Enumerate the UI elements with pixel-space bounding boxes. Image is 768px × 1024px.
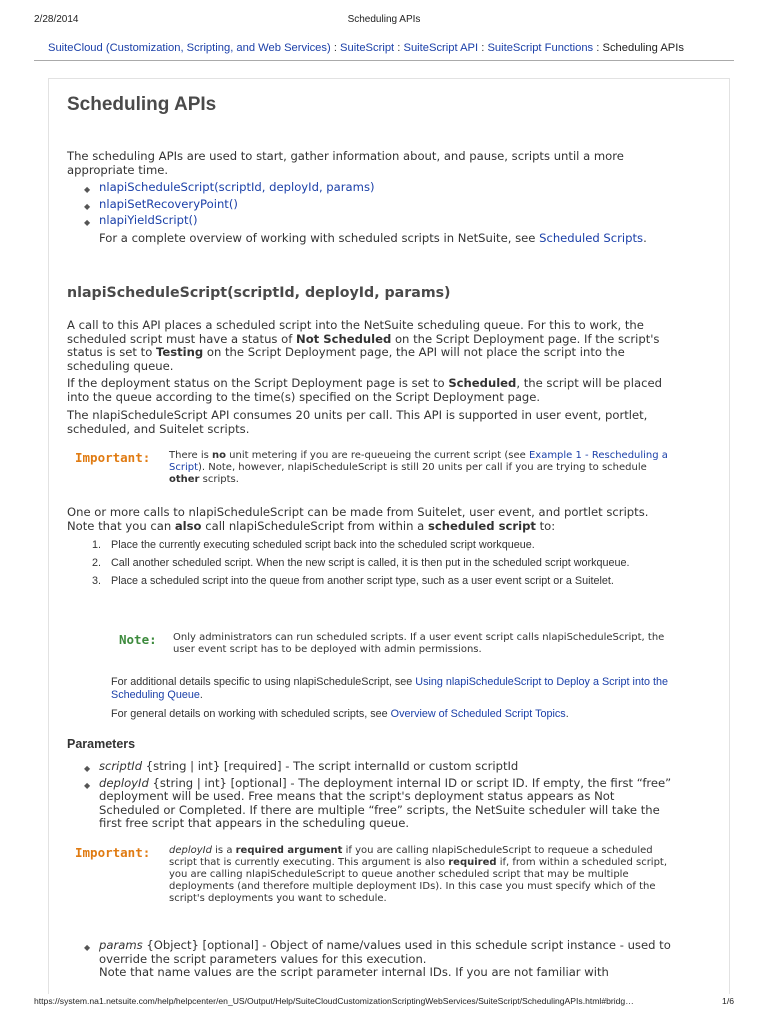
bold-also: also xyxy=(174,518,202,533)
text: call nlapiScheduleScript from within a xyxy=(201,518,428,533)
breadcrumb-suitescript[interactable]: SuiteScript xyxy=(340,42,395,54)
param-desc: {Object} [optional] - Object of name/values used in this schedule script instance - used to override the script parameters values for this execution. xyxy=(99,938,671,966)
param-name-scriptid: scriptId xyxy=(99,759,143,773)
paragraph-deployment-status xyxy=(67,377,673,404)
important-label: Important: xyxy=(75,845,151,860)
breadcrumb xyxy=(48,42,734,54)
note-text: Only administrators can run scheduled scripts. If a user event script calls nlapiScheduleScript, the user event script has to be deployed with admin permissions. xyxy=(173,632,665,655)
breadcrumb-separator: : xyxy=(333,42,337,54)
breadcrumb-separator: : xyxy=(481,42,485,54)
important-text xyxy=(67,845,673,905)
text: to: xyxy=(535,518,556,533)
paragraph-calls xyxy=(67,506,673,533)
link-nlapiyieldscript[interactable]: nlapiYieldScript() xyxy=(99,213,198,228)
text: on the Script Deployment page, the API will not place the script into the scheduling queue. xyxy=(67,345,625,373)
list-item xyxy=(67,198,673,212)
param-name-deployid: deployId xyxy=(169,845,212,856)
intro-paragraph: The scheduling APIs are used to start, gather information about, and pause, scripts until a more appropriate time. xyxy=(67,149,624,177)
overview-note xyxy=(67,232,705,246)
parameters-list-params xyxy=(67,939,673,980)
print-page-number: 1/6 xyxy=(722,996,734,1006)
list-item xyxy=(67,777,673,831)
text: , the script will be placed into the queue according to the time(s) specified on the Script Deployment page. xyxy=(67,376,662,404)
step-number: 3. xyxy=(92,575,102,587)
text: There is xyxy=(169,450,212,461)
bold-required-argument: required argument xyxy=(235,845,343,856)
text: is a xyxy=(211,845,236,856)
header-divider xyxy=(34,60,734,61)
breadcrumb-suitescript-api[interactable]: SuiteScript API xyxy=(403,42,479,54)
step-text: Call another scheduled script. When the new script is called, it is then put in the scheduled script workqueue. xyxy=(111,557,630,569)
param-name-deployid: deployId xyxy=(99,775,149,790)
text: . xyxy=(199,689,203,701)
print-title: Scheduling APIs xyxy=(347,14,421,25)
breadcrumb-current: Scheduling APIs xyxy=(602,42,684,54)
steps-list xyxy=(67,539,673,588)
bold-not-scheduled: Not Scheduled xyxy=(296,331,392,346)
step-number: 2. xyxy=(92,557,102,569)
param-desc: {string | int} [optional] - The deployment internal ID or script ID. If empty, the first “free” deployment will be used. Free means that the script's deployment status appears as Not Scheduled or Completed. If there are multiple “free” scripts, the NetSuite scheduler will take the first free script that appears in the scheduling queue. xyxy=(99,775,672,831)
param-name-params: params xyxy=(99,938,143,952)
parameters-heading: Parameters xyxy=(67,737,136,751)
bold-no: no xyxy=(212,450,226,461)
api-link-list xyxy=(67,181,673,228)
text: One or more calls to nlapiScheduleScript can be made from Suitelet, user event, and portlet scripts. Note that you can xyxy=(67,505,649,533)
diamond-bullet-icon: ◆ xyxy=(84,218,91,228)
parameters-list xyxy=(67,760,673,831)
important-callout-1 xyxy=(67,450,673,486)
step-text: Place a scheduled script into the queue from another script type, such as a user event script or a Suitelet. xyxy=(111,575,614,587)
link-nlapisetrecoverypoint[interactable]: nlapiSetRecoveryPoint() xyxy=(99,196,238,211)
text: if you are calling nlapiScheduleScript to requeue a scheduled script that is currently executing. This argument is also xyxy=(169,845,653,868)
text: if, from within a scheduled script, you are calling nlapiScheduleScript to queue another scheduled script that may be multiple deployments (and therefore multiple deployment IDs). In this case you must specify which of the script's deployments you want to schedule. xyxy=(169,857,668,904)
breadcrumb-separator: : xyxy=(596,42,600,54)
print-footer xyxy=(34,996,734,1010)
step-number: 1. xyxy=(92,539,102,551)
diamond-bullet-icon: ◆ xyxy=(84,780,91,790)
additional-details xyxy=(67,676,717,702)
list-item xyxy=(67,539,673,552)
overview-period: . xyxy=(643,231,647,245)
diamond-bullet-icon: ◆ xyxy=(84,943,91,952)
list-item xyxy=(67,760,673,774)
paragraph-queue xyxy=(67,319,673,373)
paragraph-units: The nlapiScheduleScript API consumes 20 units per call. This API is supported in user event, portlet, scheduled, and Suitelet scripts. xyxy=(67,408,648,436)
list-item xyxy=(67,939,673,980)
section-heading: nlapiScheduleScript(scriptId, deployId, params) xyxy=(67,285,451,301)
note-callout xyxy=(67,632,673,656)
text: For additional details specific to using nlapiScheduleScript, see xyxy=(111,676,416,688)
param-note: Note that name values are the script parameter internal IDs. If you are not familiar with xyxy=(99,965,609,980)
list-item xyxy=(67,181,673,195)
bold-other: other xyxy=(169,474,200,485)
diamond-bullet-icon: ◆ xyxy=(84,764,91,773)
important-callout-2 xyxy=(67,845,673,905)
bold-scheduled: Scheduled xyxy=(448,376,517,390)
param-desc: {string | int} [required] - The script internalId or custom scriptId xyxy=(142,759,519,773)
bold-scheduled-script: scheduled script xyxy=(427,518,536,533)
link-using-nlapischedulescript[interactable]: Using nlapiScheduleScript to Deploy a Script into the Scheduling Queue xyxy=(111,676,668,701)
general-details xyxy=(67,708,717,721)
print-url: https://system.na1.netsuite.com/help/helpcenter/en_US/Output/Help/SuiteCloudCustomizationScriptingWebServices/SuiteScript/SchedulingAPIs.html#bridg… xyxy=(34,996,634,1006)
diamond-bullet-icon: ◆ xyxy=(84,185,91,194)
list-item xyxy=(67,557,673,570)
important-label: Important: xyxy=(75,450,151,465)
text: scripts. xyxy=(199,474,239,485)
step-text: Place the currently executing scheduled script back into the scheduled script workqueue. xyxy=(111,539,535,551)
overview-text: For a complete overview of working with scheduled scripts in NetSuite, see xyxy=(99,231,540,245)
text: on the Script Deployment page. If the script's status is set to xyxy=(67,331,660,360)
link-overview-scheduled-script-topics[interactable]: Overview of Scheduled Script Topics xyxy=(390,708,566,720)
text: A call to this API places a scheduled script into the NetSuite scheduling queue. For this to work, the scheduled script must have a status of xyxy=(67,318,644,346)
important-text xyxy=(67,450,673,486)
list-item xyxy=(67,575,673,588)
breadcrumb-suitecloud[interactable]: SuiteCloud (Customization, Scripting, and Web Services) xyxy=(48,42,331,54)
print-header xyxy=(34,14,734,28)
print-date: 2/28/2014 xyxy=(34,14,79,25)
breadcrumb-suitescript-functions[interactable]: SuiteScript Functions xyxy=(487,42,594,54)
text: If the deployment status on the Script Deployment page is set to xyxy=(67,376,449,390)
content-panel xyxy=(48,78,730,994)
link-example-1[interactable]: Example 1 - Rescheduling a Script xyxy=(169,450,668,473)
breadcrumb-separator: : xyxy=(397,42,401,54)
page-title: Scheduling APIs xyxy=(67,94,217,115)
note-label: Note: xyxy=(119,632,157,647)
bold-testing: Testing xyxy=(156,345,204,360)
bold-required: required xyxy=(448,857,497,868)
text: ). Note, however, nlapiScheduleScript is still 20 units per call if you are trying to schedule xyxy=(198,462,647,473)
link-nlapischedulescript[interactable]: nlapiScheduleScript(scriptId, deployId, params) xyxy=(99,180,375,194)
list-item xyxy=(67,214,673,228)
text: unit metering if you are re-queueing the current script (see xyxy=(226,450,529,461)
diamond-bullet-icon: ◆ xyxy=(84,201,91,211)
link-scheduled-scripts[interactable]: Scheduled Scripts xyxy=(539,231,644,245)
text: For general details on working with scheduled scripts, see xyxy=(111,708,391,720)
text: . xyxy=(565,708,569,720)
